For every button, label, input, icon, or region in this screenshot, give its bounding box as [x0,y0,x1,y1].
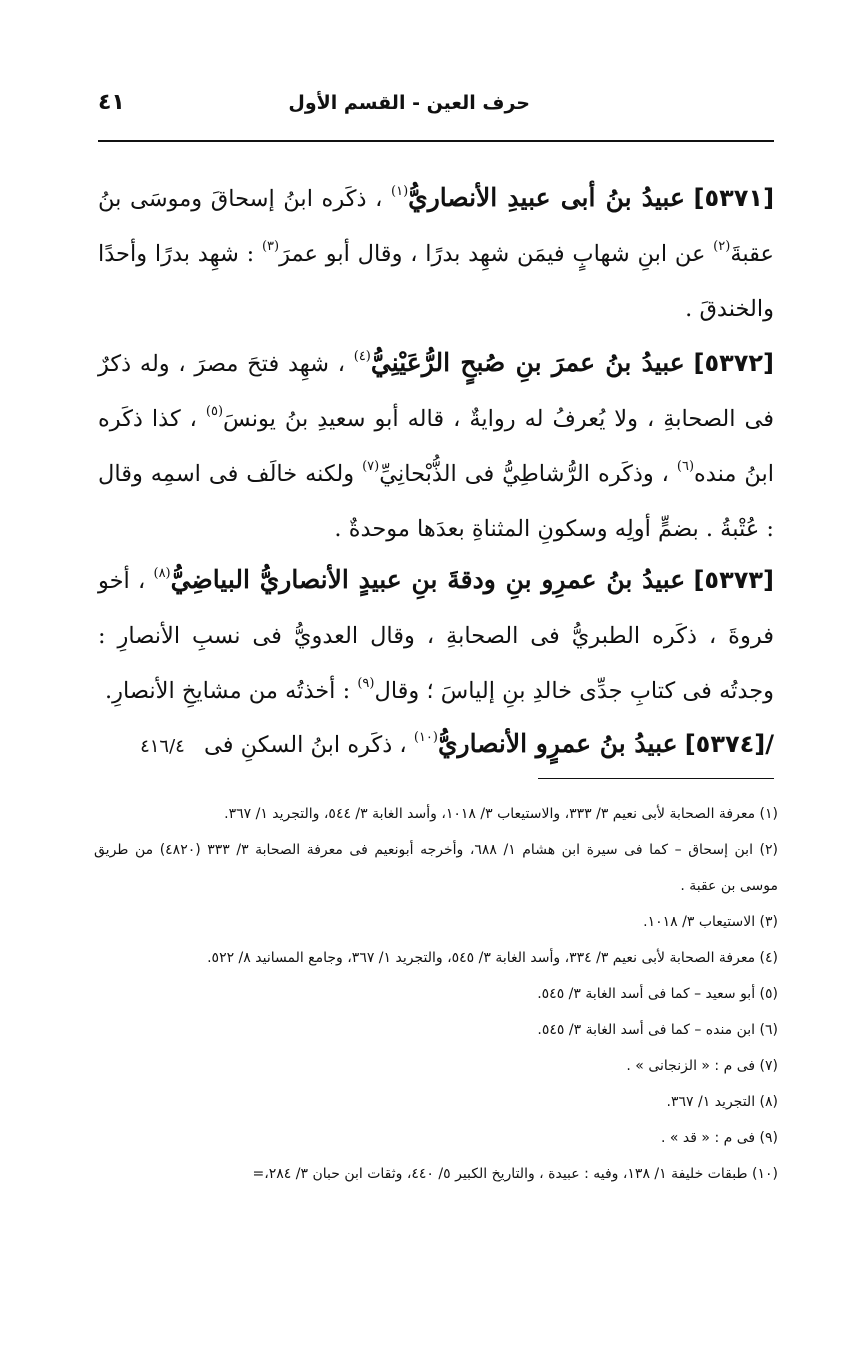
footnote-ref: (٥) [205,404,224,419]
entry-text: ، شهِد فتحَ مصرَ ، وله ذكرٌ فى الصحابةِ ، ولا يُعرفُ له روايةٌ ، قاله أبو سعيدِ بنُ يونسَ [98,351,775,432]
entry-name: عبيدُ بنُ عمرَ بنِ صُبحٍ الرُّعَيْنِيُّ [370,348,685,377]
footnote-ref: (٧) [362,459,380,474]
footnote: (٧) فى م : « الزنجانى » . [626,1058,778,1074]
footnote: (٩) فى م : « قد » . [661,1130,778,1146]
entry-5371 [98,170,774,340]
footnote: (١٠) طبقات خليفة ١/ ١٣٨، وفيه : عبيدة ، والتاريخ الكبير ٥/ ٤٤٠، وثقات ابن حبان ٣/ ٢٨٤،= [252,1166,778,1182]
entry-number: [٥٣٧١] [693,184,775,212]
entry-name: عبيدُ بنُ عمرٍو الأنصاريُّ [437,729,678,758]
footnote-ref: (٩) [357,676,375,691]
entry-number: [٥٣٧٤] [684,730,766,758]
entry-text: ، وذكَره الرُّشاطِيُّ فى الذُّبْحانِيِّ [379,461,669,487]
entry-text: ، أخو فروةَ ، ذكَره الطبريُّ فى الصحابةِ ، وقال العدويُّ فى نسبِ الأنصارِ : وجدتُه فى كتابِ جدِّى خالدِ بنِ إلياسَ ؛ وقال [98,568,774,704]
entry-text: ولكنه خالَف فى اسمِه وقال : عُتْبةُ . بضمٍّ أولِه وسكونِ المثناةِ بعدَها موحدةٌ . [98,461,774,542]
footnote: (٢) ابن إسحاق – كما فى سيرة ابن هشام ١/ ٦٨٨، وأخرجه أبونعيم فى معرفة الصحابة ٣/ ٣٣٣ (٤٨٢٠) من طريق موسى بن عقبة . [94,842,778,894]
footnote: (٦) ابن منده – كما فى أسد الغابة ٣/ ٥٤٥. [537,1022,778,1038]
footnote-ref: (١) [391,184,409,199]
running-title: حرف العين - القسم الأول [288,92,530,114]
footnotes [94,796,778,1192]
footnote-ref: (٣) [261,239,280,254]
header-rule [98,140,774,142]
page-header [98,88,774,128]
margin-reference: ٤١٦/٤ [140,736,185,757]
footnote-ref: (٢) [713,239,731,254]
entry-5372 [98,335,774,555]
footnote: (٣) الاستيعاب ٣/ ١٠١٨. [643,914,778,930]
footnote: (٥) أبو سعيد – كما فى أسد الغابة ٣/ ٥٤٥. [537,986,778,1002]
entry-name: عبيدُ بنُ عمرِو بنِ ودقةَ بنِ عبيدٍ الأنصاريُّ البياضِيُّ [170,565,686,594]
entry-number: [٥٣٧٢] [693,349,774,377]
page-number: ٤١ [98,90,125,115]
footnote-ref: (٨) [153,566,171,581]
entry-text: ، ذكَره ابنُ السكنِ فى [204,732,407,758]
entry-number: [٥٣٧٣] [693,566,774,594]
footnote-ref: (٤) [353,349,371,364]
footnote: (١) معرفة الصحابة لأبى نعيم ٣/ ٣٣٣، والاستيعاب ٣/ ١٠١٨، وأسد الغابة ٣/ ٥٤٤، والتجريد ١/ ٣٦٧. [224,806,778,822]
page-break-mark: / [765,730,774,758]
entry-text: ، ذكَره ابنُ إسحاقَ وموسَى بنُ عقبةَ [98,186,774,267]
entry-text: عن ابنِ شهابٍ فيمَن شهِد بدرًا ، وقال أبو عمرَ [279,241,706,267]
entry-name: عبيدُ بنُ أبى عبيدِ الأنصاريُّ [408,183,685,212]
footnote: (٨) التجريد ١/ ٣٦٧. [666,1094,778,1110]
entry-text: ، كذا ذكَره ابنُ منده [98,406,775,487]
footnote-rule [538,778,774,779]
entry-5373 [98,552,774,717]
footnote-ref: (١٠) [413,730,438,745]
entry-5374 [28,715,774,773]
entry-text: : شهِد بدرًا وأحدًا والخندقَ . [98,241,774,322]
entry-text: : أخذتُه من مشايخِ الأنصارِ. [105,678,351,704]
footnote: (٤) معرفة الصحابة لأبى نعيم ٣/ ٣٣٤، وأسد الغابة ٣/ ٥٤٥، والتجريد ١/ ٣٦٧، وجامع المسانيد ٨/ ٥٢٢. [207,950,778,966]
footnote-ref: (٦) [676,459,695,474]
